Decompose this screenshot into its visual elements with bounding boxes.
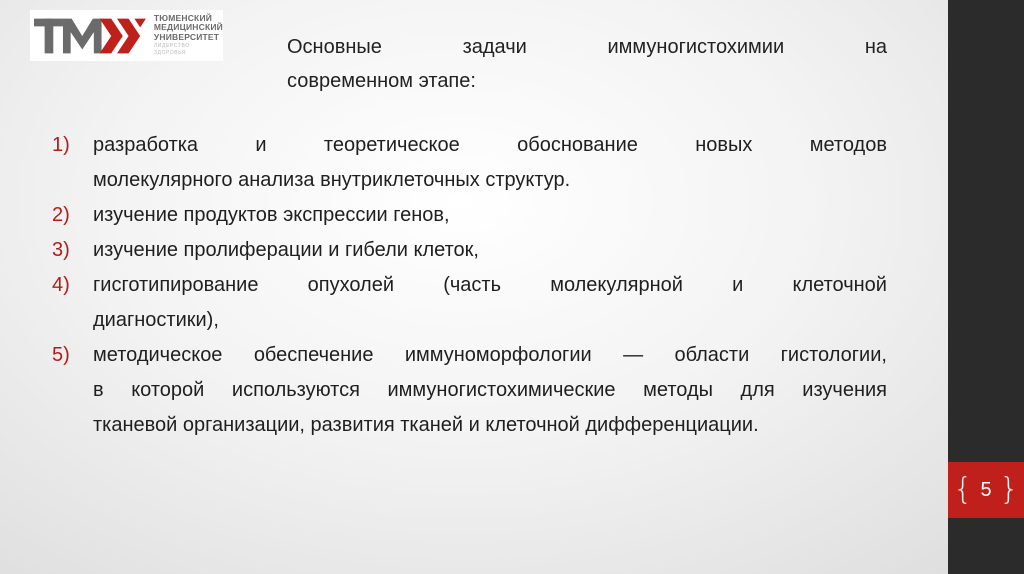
list-marker: 4): [52, 274, 70, 296]
word: клеточной: [792, 274, 887, 296]
justified-line: [93, 128, 887, 163]
word: —: [623, 344, 644, 366]
list-item-text: изучение пролиферации и гибели клеток,: [93, 239, 479, 261]
slide-title: [287, 30, 887, 98]
word: для: [740, 379, 775, 401]
word: методическое: [93, 344, 223, 366]
word: обеспечение: [253, 344, 374, 366]
page-number: 5: [980, 478, 992, 501]
list-item: [52, 268, 887, 338]
word: гистологии,: [780, 344, 887, 366]
word: теоретическое: [323, 134, 460, 156]
word: (часть: [443, 274, 502, 296]
task-list: [52, 128, 887, 443]
logo-tagline: ЛИДЕРСТВО ЗДОРОВЬЯ: [153, 43, 190, 57]
title-word: задачи: [462, 36, 527, 58]
title-line-1: [287, 30, 887, 64]
line-rest: тканевой организации, развития тканей и клеточной дифференциации.: [93, 414, 759, 436]
list-item-text: изучение продуктов экспрессии генов,: [93, 204, 450, 226]
word: используются: [231, 379, 360, 401]
university-logo: [30, 10, 223, 61]
left-brace-icon: {: [953, 472, 973, 507]
word: которой: [131, 379, 205, 401]
list-item: [52, 338, 887, 443]
word: методов: [809, 134, 887, 156]
word: новых: [695, 134, 753, 156]
title-word: Основные: [287, 36, 382, 58]
word: и: [255, 134, 267, 156]
line-rest: диагностики),: [93, 309, 219, 331]
logo-line: МЕДИЦИНСКИЙ: [153, 22, 223, 33]
word: иммуноморфологии: [404, 344, 592, 366]
word: опухолей: [307, 274, 395, 296]
list-marker: 3): [52, 239, 70, 261]
logo-line: ТЮМЕНСКИЙ: [153, 12, 213, 23]
line-rest: молекулярного анализа внутриклеточных структур.: [93, 169, 571, 191]
list-item-text: [93, 338, 887, 443]
tmu-monogram-logo: [34, 16, 148, 56]
justified-line: [93, 338, 887, 373]
page-number-badge: [948, 462, 1024, 518]
word: методы: [643, 379, 713, 401]
title-word: на: [864, 36, 887, 58]
list-item-text: [93, 128, 887, 198]
list-marker: 2): [52, 204, 70, 226]
word: обоснование: [517, 134, 638, 156]
word: молекулярной: [550, 274, 683, 296]
list-marker: 5): [52, 344, 70, 366]
justified-line: [93, 268, 887, 303]
list-item-text: [93, 268, 887, 338]
word: области: [674, 344, 750, 366]
word: и: [732, 274, 744, 296]
list-marker: 1): [52, 134, 70, 156]
word: иммуногистохимические: [387, 379, 616, 401]
logo-line: УНИВЕРСИТЕТ: [153, 31, 220, 42]
list-item: [52, 233, 887, 268]
list-item: [52, 198, 887, 233]
title-word: иммуногистохимии: [607, 36, 785, 58]
right-brace-icon: }: [999, 472, 1019, 507]
list-item: [52, 128, 887, 198]
title-line-2: современном этапе:: [287, 70, 476, 92]
word: изучения: [802, 379, 887, 401]
logo-wordmark: [154, 14, 223, 58]
word: в: [93, 379, 104, 401]
word: гисготипирование: [93, 274, 259, 296]
word: разработка: [93, 134, 199, 156]
justified-line: [93, 373, 887, 408]
